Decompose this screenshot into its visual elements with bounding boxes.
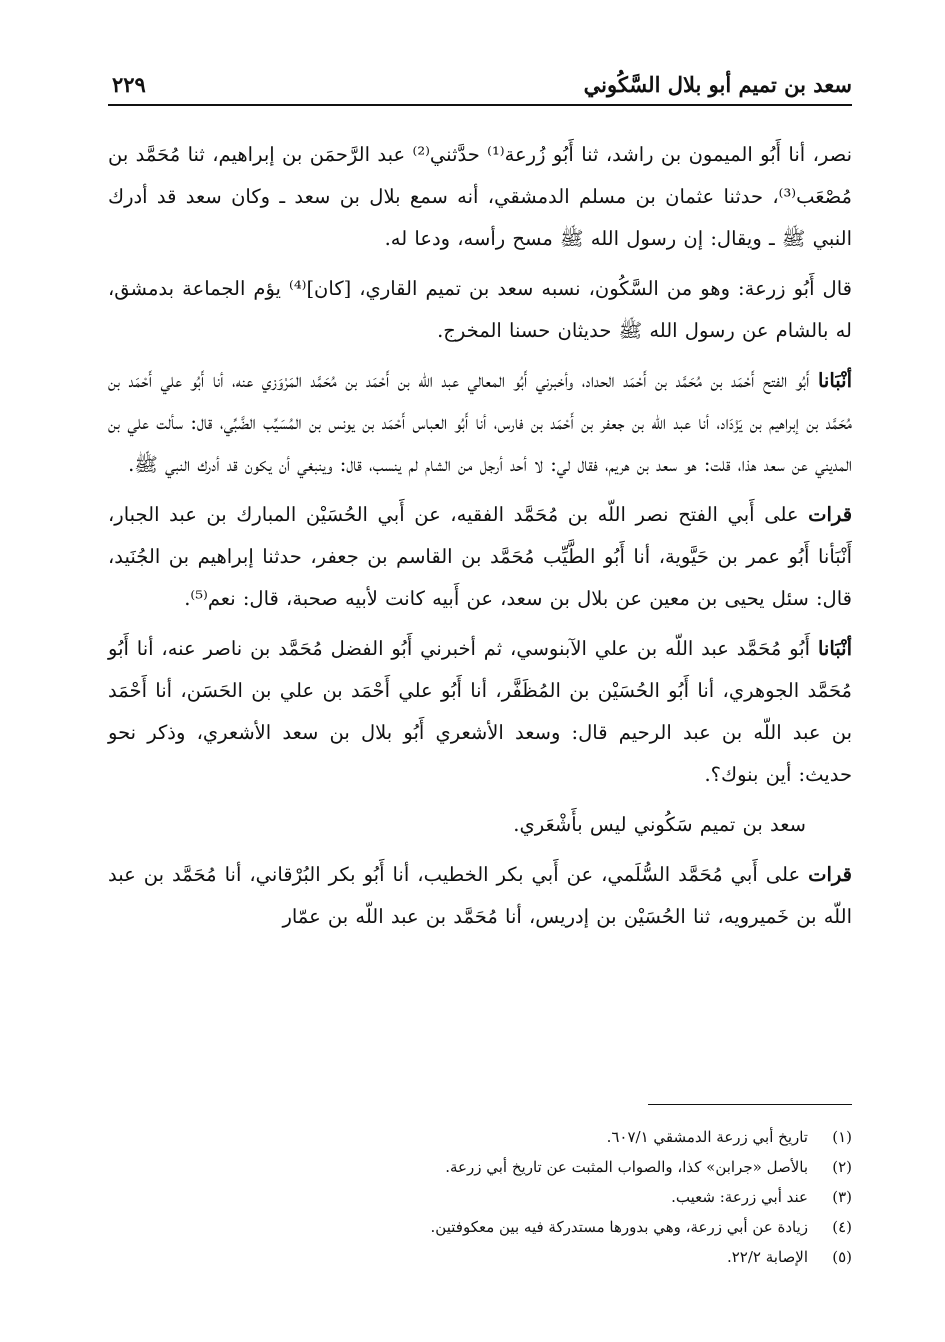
footnote-4 — [108, 1212, 852, 1242]
page-number: ٢٢٩ — [112, 72, 146, 97]
paragraph-1 — [108, 134, 852, 260]
footnote-text: بالأصل «جرابن» كذا، والصواب المثبت عن تاريخ أبي زرعة. — [445, 1158, 808, 1176]
footnote-number: (٢) — [832, 1158, 852, 1176]
paragraph-4 — [108, 494, 852, 620]
footnote-number: (٣) — [832, 1188, 852, 1206]
paragraph-text: أَبُو مُحَمَّد عبد اللّه بن علي الآبنوسي، ثم أخبرني أَبُو الفضل مُحَمَّد بن ناصر عنه، أنا أَبُو مُحَمَّد الجوهري، أنا أَبُو الحُسَيْن بن المُظَفَّر، أنا أَبُو علي أَحْمَد بن علي بن الحَسَن، أنا أَحْمَد بن عبد اللّه بن عبد الرحيم قال: وسعد الأشعري أَبُو بلال بن سعد الأشعري، وذكر نحو حديث: أين بنوك؟. — [108, 637, 852, 786]
footnotes — [108, 1122, 852, 1272]
paragraph-text: نصر، أنا أَبُو الميمون بن راشد، ثنا أَبُو زُرعة⁽¹⁾ حدَّثني⁽²⁾ عبد الرَّحمَن بن إبراهيم، ثنا مُحَمَّد بن مُصْعَب⁽³⁾، حدثنا عثمان بن مسلم الدمشقي، أنه سمع بلال بن سعد ـ وكان سعد قد أدرك النبي ﷺ ـ ويقال: إن رسول الله ﷺ مسح رأسه، ودعا له. — [108, 143, 852, 250]
footnote-divider — [648, 1104, 852, 1105]
book-page — [108, 70, 852, 1300]
paragraph-lead: قرات — [808, 863, 852, 886]
running-head — [108, 70, 852, 106]
footnote-text: زيادة عن أبي زرعة، وهي بدورها مستدركة فيه بين معكوفتين. — [430, 1218, 808, 1236]
paragraph-text: على أَبي الفتح نصر اللّه بن مُحَمَّد الفقيه، عن أَبي الحُسَيْن المبارك بن عبد الجبار، أَنْبَأنا أَبُو عمر بن حَيَّوية، أنا أَبُو الطَّيِّب مُحَمَّد بن القاسم بن جعفر، حدثنا إبراهيم بن الجُنَيد، قال: سئل يحيى بن معين عن بلال بن سعد، عن أَبيه كانت لأبيه صحبة، قال: نعم⁽⁵⁾. — [108, 503, 852, 610]
footnote-2 — [108, 1152, 852, 1182]
footnote-number: (١) — [832, 1128, 852, 1146]
paragraph-text: على أَبي مُحَمَّد السُّلَمي، عن أَبي بكر الخطيب، أنا أَبُو بكر البُرْقاني، أنا مُحَمَّد بن عبد اللّه بن خَميرويه، ثنا الحُسَيْن بن إدريس، أنا مُحَمَّد بن عبد اللّه بن عمّار — [108, 863, 852, 928]
footnote-number: (٤) — [832, 1218, 852, 1236]
footnote-5 — [108, 1242, 852, 1272]
footnote-text: الإصابة ٢٢/٢. — [726, 1248, 808, 1266]
footnote-3 — [108, 1182, 852, 1212]
footnote-text: تاريخ أبي زرعة الدمشقي ٦٠٧/١. — [606, 1128, 808, 1146]
paragraph-6 — [108, 804, 852, 846]
paragraph-text: أَبُو الفتح أَحْمَد بن مُحَمَّد بن أَحْمَد الحداد، وأخبرني أَبُو المعالي عبد اللّه بن أَحْمَد بن مُحَمَّد المَرْوَزي عنه، أنا أَبُو علي أَحْمَد بن مُحَمَّد بن إبراهيم بن يَزْدَاد، أنا عبد اللّه بن جعفر بن أَحْمَد بن فارس، أنا أَبُو العباس أَحْمَد بن يونس بن المُسَيِّب الضَّبِّي، قال: سألت علي بن المديني عن سعد هذا، قلت: هو سعد بن هريم، فقال لي: لا أحد أرجل من الشام لم ينسب، قال: وينبغي أن يكون قد أدرك النبي ﷺ. — [108, 369, 852, 476]
paragraph-text: قال أَبُو زرعة: وهو من السَّكُون، نسبه سعد بن تميم القاري، [كان]⁽⁴⁾ يؤم الجماعة بدمشق، له بالشام عن رسول الله ﷺ حديثان حسنا المخرج. — [108, 277, 852, 342]
paragraph-lead: قرات — [808, 503, 853, 526]
running-title: سعد بن تميم أبو بلال السَّكُوني — [583, 72, 852, 97]
paragraph-5 — [108, 628, 852, 796]
footnote-text: عند أبي زرعة: شعيب. — [671, 1188, 808, 1206]
paragraph-7 — [108, 854, 852, 938]
footnote-1 — [108, 1122, 852, 1152]
paragraph-text: سعد بن تميم سَكُوني ليس بأَشْعَري. — [513, 813, 806, 836]
footnote-number: (٥) — [832, 1248, 852, 1266]
paragraph-2 — [108, 268, 852, 352]
paragraph-3 — [108, 360, 852, 486]
body-text — [108, 134, 852, 938]
paragraph-lead: أنْبَانا — [817, 369, 852, 392]
paragraph-lead: أنْبَانا — [817, 637, 852, 660]
